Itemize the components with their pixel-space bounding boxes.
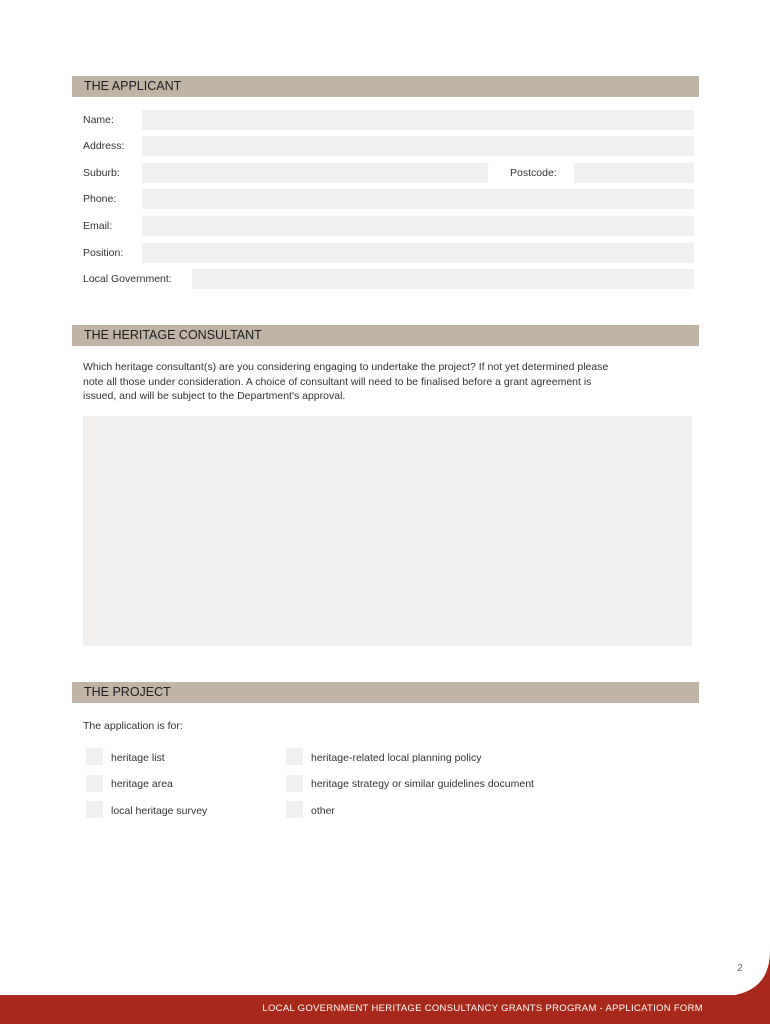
local-government-field[interactable] bbox=[192, 269, 694, 289]
local-heritage-survey-checkbox[interactable] bbox=[86, 801, 103, 818]
suburb-label: Suburb: bbox=[83, 167, 120, 179]
consultant-question-line: issued, and will be subject to the Department's approval. bbox=[83, 390, 346, 403]
postcode-label: Postcode: bbox=[510, 167, 557, 179]
consultant-textarea[interactable] bbox=[83, 416, 692, 646]
heritage-strategy-checkbox[interactable] bbox=[286, 775, 303, 792]
phone-label: Phone: bbox=[83, 193, 117, 205]
suburb-field[interactable] bbox=[142, 163, 488, 183]
local-heritage-survey-label: local heritage survey bbox=[111, 805, 208, 817]
name-label: Name: bbox=[83, 114, 114, 126]
heritage-area-label: heritage area bbox=[111, 778, 173, 790]
heritage-list-checkbox[interactable] bbox=[86, 748, 103, 765]
project-section-header: THE PROJECT bbox=[72, 682, 699, 703]
footer-text: LOCAL GOVERNMENT HERITAGE CONSULTANCY GRANTS PROGRAM - APPLICATION FORM bbox=[262, 1003, 703, 1014]
planning-policy-label: heritage-related local planning policy bbox=[311, 752, 482, 764]
consultant-question-line: note all those under consideration. A choice of consultant will need to be finalised before a grant agreement is bbox=[83, 375, 592, 388]
footer-curve bbox=[700, 950, 770, 1000]
consultant-question-line: Which heritage consultant(s) are you considering engaging to undertake the project? If not yet determined please bbox=[83, 361, 609, 373]
position-label: Position: bbox=[83, 247, 124, 259]
other-checkbox[interactable] bbox=[286, 801, 303, 818]
address-label: Address: bbox=[83, 140, 125, 152]
planning-policy-checkbox[interactable] bbox=[286, 748, 303, 765]
email-field[interactable] bbox=[142, 216, 694, 236]
consultant-section-header: THE HERITAGE CONSULTANT bbox=[72, 325, 699, 346]
local-government-label: Local Government: bbox=[83, 273, 172, 285]
email-label: Email: bbox=[83, 220, 113, 232]
heritage-strategy-label: heritage strategy or similar guidelines document bbox=[311, 778, 534, 790]
consultant-question bbox=[83, 360, 683, 404]
other-label: other bbox=[311, 805, 335, 817]
name-field[interactable] bbox=[142, 110, 694, 130]
position-field[interactable] bbox=[142, 243, 694, 263]
applicant-section-header: THE APPLICANT bbox=[72, 76, 699, 97]
heritage-list-label: heritage list bbox=[111, 752, 165, 764]
page-number: 2 bbox=[737, 962, 743, 974]
address-field[interactable] bbox=[142, 136, 694, 156]
phone-field[interactable] bbox=[142, 189, 694, 209]
postcode-field[interactable] bbox=[574, 163, 694, 183]
heritage-area-checkbox[interactable] bbox=[86, 775, 103, 792]
application-intro-label: The application is for: bbox=[83, 720, 183, 732]
